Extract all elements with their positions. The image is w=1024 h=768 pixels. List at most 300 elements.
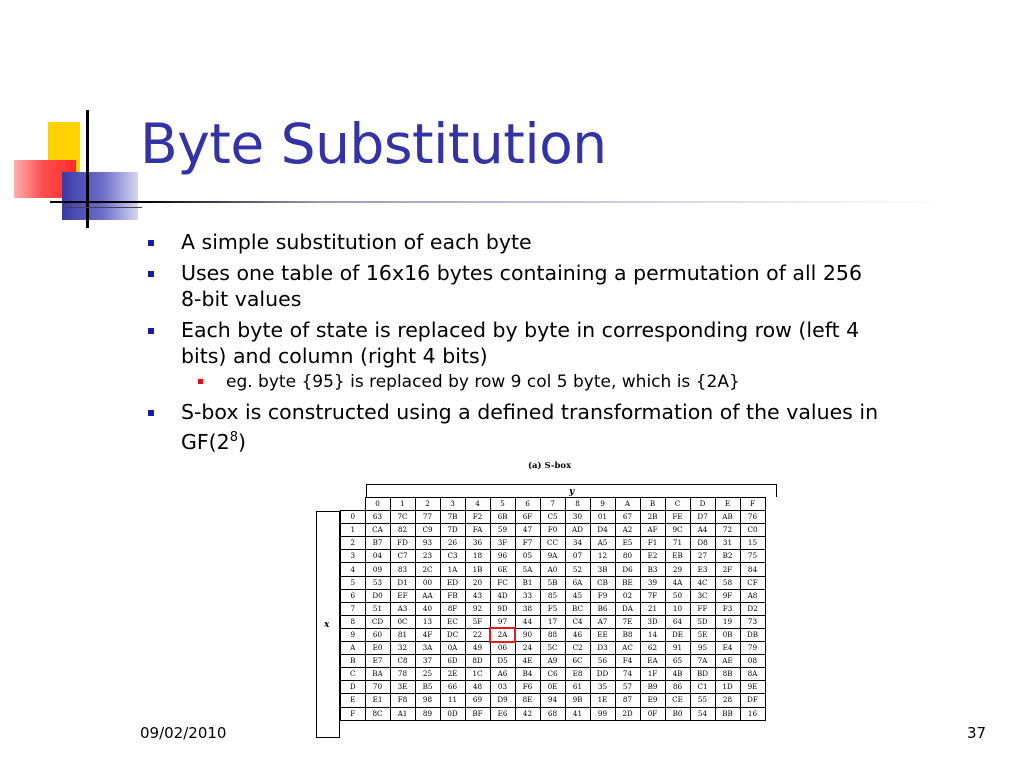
sbox-cell: 86 [665,681,690,694]
sbox-cell: 3A [415,642,440,655]
sbox-cell: F0 [540,524,565,537]
sbox-cell: 07 [565,550,590,563]
sbox-cell: 4E [515,655,540,668]
sbox-cell: 3E [390,681,415,694]
sbox-cell: 8E [515,694,540,707]
sbox-cell: 8F [440,602,465,615]
sbox-cell: 4A [665,576,690,589]
sbox-cell: 19 [715,615,740,628]
sbox-cell: F2 [465,511,490,524]
sbox-cell: 50 [665,589,690,602]
sbox-cell: 93 [415,537,440,550]
sbox-cell: F8 [390,694,415,707]
sbox-cell: 4F [415,628,440,641]
sbox-column-header: 0 [365,498,390,511]
page-number: 37 [967,724,987,742]
sbox-cell: CB [590,576,615,589]
sbox-cell: 00 [415,576,440,589]
square-bullet-icon [148,328,154,334]
sbox-cell: A2 [615,524,640,537]
sbox-cell: A8 [740,589,765,602]
sbox-cell: 21 [640,602,665,615]
sbox-cell: 90 [515,628,540,641]
sbox-row [341,694,766,707]
sbox-cell: 41 [565,707,590,720]
bullet-text-before: S-box is constructed using a defined transformation of the values in GF(2 [181,400,879,454]
sbox-cell: 32 [390,642,415,655]
sbox-cell: 3C [690,589,715,602]
sbox-column-header: 6 [515,498,540,511]
sbox-cell: B6 [590,602,615,615]
sbox-cell: 69 [465,694,490,707]
sbox-cell: 14 [640,628,665,641]
sbox-row-header: 7 [341,602,366,615]
sbox-cell: 55 [690,694,715,707]
sbox-row [341,563,766,576]
sbox-cell: BA [365,668,390,681]
sbox-cell: 25 [415,668,440,681]
sbox-cell: EE [590,628,615,641]
bullet-text-after: ) [238,429,246,454]
sbox-cell: 8B [715,668,740,681]
sbox-row-header: 9 [341,628,366,641]
sbox-cell: 84 [740,563,765,576]
sbox-cell: 80 [615,550,640,563]
sbox-cell: FF [690,602,715,615]
logo-blue-square [62,172,138,220]
sbox-cell: 13 [415,615,440,628]
sbox-cell: FE [665,511,690,524]
bullet-item [148,399,888,455]
sbox-cell: CA [365,524,390,537]
sbox-cell: 2D [615,707,640,720]
sbox-cell: 71 [665,537,690,550]
sbox-cell: 3B [590,563,615,576]
sbox-cell: 4C [690,576,715,589]
sbox-cell: F7 [515,537,540,550]
sbox-cell: 75 [740,550,765,563]
sbox-cell: 4D [490,589,515,602]
sbox-cell: E4 [715,642,740,655]
sbox-cell: 31 [715,537,740,550]
sbox-cell: 98 [415,694,440,707]
sbox-row [341,602,766,615]
sbox-cell: 5F [465,615,490,628]
sbox-cell: C2 [565,642,590,655]
sbox-cell: 65 [665,655,690,668]
sbox-figure [316,484,778,738]
sbox-cell: B3 [640,563,665,576]
sbox-cell: DA [615,602,640,615]
sbox-cell: AB [715,511,740,524]
sbox-column-header: 3 [440,498,465,511]
sub-bullet-item [181,371,888,393]
sbox-cell: C5 [540,511,565,524]
sbox-cell: A1 [390,707,415,720]
sbox-cell: F4 [615,655,640,668]
sbox-cell: A3 [390,602,415,615]
sbox-cell: 12 [590,550,615,563]
bullet-item [148,229,888,255]
sbox-cell: 58 [715,576,740,589]
sbox-cell: AC [615,642,640,655]
sbox-cell: DB [740,628,765,641]
sbox-cell: 60 [365,628,390,641]
sbox-column-header: E [715,498,740,511]
sbox-cell: 0F [640,707,665,720]
sbox-cell: BE [615,576,640,589]
sbox-cell: 87 [615,694,640,707]
sbox-cell: B0 [665,707,690,720]
sbox-row-header: 2 [341,537,366,550]
sbox-row [341,524,766,537]
sbox-cell: E5 [615,537,640,550]
sbox-cell: 70 [365,681,390,694]
sbox-cell: D1 [390,576,415,589]
sbox-cell: A0 [540,563,565,576]
superscript-exponent: 8 [229,430,238,445]
sbox-cell: 1F [640,668,665,681]
sbox-cell: B2 [715,550,740,563]
sbox-cell: D8 [690,537,715,550]
sbox-cell: AF [640,524,665,537]
sbox-cell: 57 [615,681,640,694]
sbox-cell: 35 [590,681,615,694]
sbox-cell: 09 [365,563,390,576]
sbox-cell: 05 [515,550,540,563]
sbox-cell: AA [415,589,440,602]
sbox-cell: 23 [415,550,440,563]
sbox-cell: EF [390,589,415,602]
sbox-cell: 01 [590,511,615,524]
sbox-cell: BB [715,707,740,720]
sbox-cell: 0C [390,615,415,628]
sbox-cell: D4 [590,524,615,537]
sbox-column-header: B [640,498,665,511]
sbox-row [341,589,766,602]
sbox-column-header: 2 [415,498,440,511]
sbox-corner-cell [341,498,366,511]
sub-bullet-text: eg. byte {95} is replaced by row 9 col 5 byte, which is {2A} [226,372,740,392]
sbox-row [341,550,766,563]
sbox-cell: 08 [740,655,765,668]
sbox-column-axis-label: y [569,487,575,497]
sbox-cell: 95 [690,642,715,655]
sbox-cell: 11 [440,694,465,707]
sbox-cell: 10 [665,602,690,615]
sbox-row [341,668,766,681]
logo-vertical-line [86,110,89,228]
sbox-cell: 36 [465,537,490,550]
sbox-cell: 4B [665,668,690,681]
sbox-highlighted-cell: 2A [490,628,515,641]
sbox-cell: 9A [540,550,565,563]
sbox-column-header: C [665,498,690,511]
sbox-cell: 6F [515,511,540,524]
sbox-cell: 04 [365,550,390,563]
sbox-cell: 76 [740,511,765,524]
sbox-cell: 66 [440,681,465,694]
sbox-cell: 2C [415,563,440,576]
bullet-item [148,260,888,312]
sbox-cell: B4 [515,668,540,681]
sbox-cell: 91 [665,642,690,655]
sbox-row-header: E [341,694,366,707]
sbox-cell: D9 [490,694,515,707]
sbox-cell: 77 [415,511,440,524]
sbox-row-header: 4 [341,563,366,576]
sbox-cell: 6D [440,655,465,668]
sbox-cell: DD [590,668,615,681]
sbox-cell: 9B [565,694,590,707]
sbox-cell: 8D [465,655,490,668]
sbox-cell: 39 [640,576,665,589]
sbox-cell: 26 [440,537,465,550]
sbox-row-header: 6 [341,589,366,602]
sbox-column-header: 4 [465,498,490,511]
sbox-cell: ED [440,576,465,589]
sbox-cell: 7F [640,589,665,602]
sbox-row-header: 3 [341,550,366,563]
sbox-cell: A4 [690,524,715,537]
bullet-text [181,400,878,454]
sbox-cell: 5E [690,628,715,641]
sbox-cell: FB [440,589,465,602]
sbox-row [341,537,766,550]
sbox-cell: D5 [490,655,515,668]
bullet-list [148,229,888,460]
sbox-cell: 30 [565,511,590,524]
sbox-cell: 38 [515,602,540,615]
sbox-cell: 24 [515,642,540,655]
sbox-cell: 2F [715,563,740,576]
sbox-cell: 46 [565,628,590,641]
sbox-cell: 83 [390,563,415,576]
sbox-cell: 67 [615,511,640,524]
sbox-row-header: 0 [341,511,366,524]
sub-bullet-list [181,371,888,393]
sbox-cell: 49 [465,642,490,655]
sbox-cell: 03 [490,681,515,694]
sbox-row [341,511,766,524]
sbox-cell: 44 [515,615,540,628]
sbox-cell: 92 [465,602,490,615]
bullet-text: Each byte of state is replaced by byte in corresponding row (left 4 bits) and column (right 4 bits) [181,318,860,368]
sbox-cell: 61 [565,681,590,694]
square-bullet-icon [148,410,154,416]
sbox-cell: 3D [640,615,665,628]
sbox-cell: 9C [665,524,690,537]
sbox-cell: 42 [515,707,540,720]
sbox-cell: 40 [415,602,440,615]
sbox-cell: 33 [515,589,540,602]
sbox-column-header: 5 [490,498,515,511]
sbox-cell: D2 [740,602,765,615]
sbox-cell: E9 [640,694,665,707]
sbox-cell: 56 [590,655,615,668]
sbox-cell: C7 [390,550,415,563]
sbox-cell: 16 [740,707,765,720]
sbox-cell: E3 [690,563,715,576]
sbox-cell: 27 [690,550,715,563]
sbox-cell: EC [440,615,465,628]
sbox-row-header: B [341,655,366,668]
sbox-cell: 64 [665,615,690,628]
sbox-cell: AD [565,524,590,537]
sbox-table [340,497,766,721]
sbox-row [341,655,766,668]
square-bullet-icon [148,271,154,277]
sbox-row [341,615,766,628]
sbox-cell: 0A [440,642,465,655]
sbox-cell: 37 [415,655,440,668]
sbox-cell: D3 [590,642,615,655]
sbox-cell: 9E [740,681,765,694]
sbox-row-header: 5 [341,576,366,589]
square-sub-bullet-icon [198,379,203,384]
bullet-item [148,317,888,393]
sbox-column-header: 9 [590,498,615,511]
sbox-cell: 5D [690,615,715,628]
sbox-cell: D0 [365,589,390,602]
sbox-cell: 63 [365,511,390,524]
sbox-cell: A6 [490,668,515,681]
sbox-column-header: D [690,498,715,511]
sbox-cell: F5 [540,602,565,615]
sbox-cell: 7E [615,615,640,628]
sbox-cell: 82 [390,524,415,537]
sbox-cell: FA [465,524,490,537]
sbox-cell: C6 [540,668,565,681]
sbox-row [341,681,766,694]
sbox-cell: 7A [690,655,715,668]
sbox-column-header: F [740,498,765,511]
bullet-text: Uses one table of 16x16 bytes containing a permutation of all 256 8-bit values [181,261,862,311]
sbox-cell: 62 [640,642,665,655]
sbox-cell: 45 [565,589,590,602]
sbox-cell: 22 [465,628,490,641]
sbox-cell: 99 [590,707,615,720]
sbox-cell: 0D [440,707,465,720]
sbox-cell: 0E [540,681,565,694]
sbox-cell: 0B [715,628,740,641]
sbox-cell: B7 [365,537,390,550]
sbox-cell: 29 [665,563,690,576]
sbox-cell: 28 [715,694,740,707]
sbox-cell: 2B [640,511,665,524]
sbox-cell: BF [465,707,490,720]
sbox-cell: B8 [615,628,640,641]
sbox-column-header: 7 [540,498,565,511]
sbox-cell: CF [740,576,765,589]
sbox-cell: A9 [540,655,565,668]
sbox-cell: 5B [540,576,565,589]
sbox-cell: 9F [715,589,740,602]
sbox-cell: 34 [565,537,590,550]
sbox-cell: FD [390,537,415,550]
sbox-cell: 1B [465,563,490,576]
sbox-row [341,642,766,655]
sbox-cell: B1 [515,576,540,589]
sbox-header-row [341,498,766,511]
sbox-cell: 1A [440,563,465,576]
sbox-cell: 3F [490,537,515,550]
sbox-cell: 68 [540,707,565,720]
sbox-cell: E7 [365,655,390,668]
sbox-column-header: 1 [390,498,415,511]
sbox-cell: C0 [740,524,765,537]
title-underline [50,201,950,203]
sbox-cell: 1D [715,681,740,694]
sbox-row-axis-label: x [324,620,330,630]
sbox-cell: 52 [565,563,590,576]
sbox-cell: 48 [465,681,490,694]
sbox-cell: 88 [540,628,565,641]
sbox-cell: 96 [490,550,515,563]
sbox-cell: 5C [540,642,565,655]
sbox-cell: CD [365,615,390,628]
sbox-cell: 6A [565,576,590,589]
sbox-cell: 59 [490,524,515,537]
sbox-row-header: A [341,642,366,655]
sbox-row-header: 1 [341,524,366,537]
sbox-cell: E6 [490,707,515,720]
slide-title: Byte Substitution [140,112,607,176]
sbox-cell: C1 [690,681,715,694]
sbox-row-header: D [341,681,366,694]
sbox-cell: C4 [565,615,590,628]
sbox-cell: 18 [465,550,490,563]
sbox-cell: EB [665,550,690,563]
sbox-cell: 7D [440,524,465,537]
sbox-cell: 17 [540,615,565,628]
sbox-cell: 02 [615,589,640,602]
sbox-cell: A7 [590,615,615,628]
sbox-cell: F9 [590,589,615,602]
sbox-cell: 73 [740,615,765,628]
sbox-cell: F6 [515,681,540,694]
sbox-cell: 43 [465,589,490,602]
sbox-cell: DC [440,628,465,641]
sbox-cell: 6B [490,511,515,524]
sbox-x-bracket [316,511,340,738]
sbox-cell: 6C [565,655,590,668]
sbox-cell: 7C [390,511,415,524]
sbox-cell: 97 [490,615,515,628]
sbox-row-header: F [341,707,366,720]
square-bullet-icon [148,240,154,246]
sbox-cell: E8 [565,668,590,681]
title-underline-accent [62,207,142,208]
sbox-row [341,628,766,641]
sbox-y-bracket [366,484,777,497]
sbox-cell: CE [665,694,690,707]
sbox-cell: 1C [465,668,490,681]
sbox-cell: CC [540,537,565,550]
sbox-cell: 94 [540,694,565,707]
sbox-column-header: A [615,498,640,511]
sbox-cell: 78 [390,668,415,681]
sbox-cell: D7 [690,511,715,524]
sbox-cell: 47 [515,524,540,537]
sbox-cell: F3 [715,602,740,615]
sbox-cell: 2E [440,668,465,681]
sbox-cell: 06 [490,642,515,655]
footer-date: 09/02/2010 [140,724,227,742]
sbox-cell: 15 [740,537,765,550]
sbox-cell: 85 [540,589,565,602]
sbox-cell: 9D [490,602,515,615]
